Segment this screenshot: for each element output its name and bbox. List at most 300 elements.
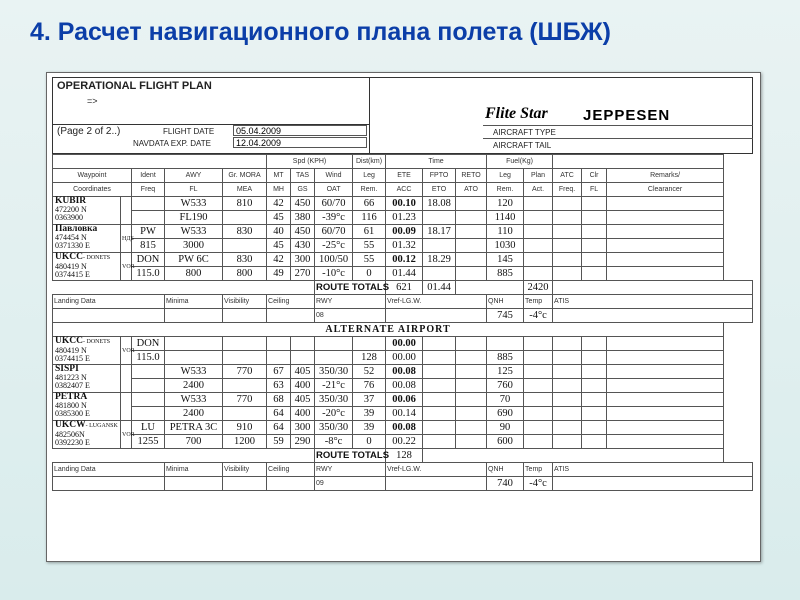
total-time: 01.44: [423, 281, 456, 295]
leg-fuel: 110: [487, 225, 524, 239]
cell: [553, 477, 753, 491]
fl: [165, 351, 223, 365]
tas: [291, 337, 315, 351]
ident: DON: [132, 337, 165, 351]
ato: [456, 435, 487, 449]
waypoint-name: PETRA: [55, 392, 88, 402]
mt: 67: [267, 365, 291, 379]
atc-freq: [553, 211, 582, 225]
column-header: MH: [267, 183, 291, 197]
cell: [53, 155, 267, 169]
plan-act: [524, 337, 553, 351]
acc: 01.44: [386, 267, 423, 281]
leg-dist: 55: [353, 253, 386, 267]
temp-label: Temp: [524, 463, 553, 477]
atis-label: ATIS: [553, 463, 753, 477]
jeppesen-logo: JEPPESEN: [583, 107, 671, 124]
clr-fl: [582, 365, 607, 379]
leg-fuel: 90: [487, 421, 524, 435]
waypoint-name: UKCW: [55, 420, 86, 430]
navaid-type: [121, 197, 132, 225]
alternate-row-a: [53, 337, 753, 351]
ident: DON: [132, 253, 165, 267]
column-header: AWY: [165, 169, 223, 183]
eto: [423, 379, 456, 393]
mora: 770: [223, 393, 267, 407]
landing-1-header: [53, 295, 753, 309]
ident: [132, 365, 165, 379]
cell: [165, 309, 223, 323]
landing-1-values: [53, 309, 753, 323]
atc-freq: [553, 393, 582, 407]
waypoint-cell: [53, 337, 121, 365]
mh: 49: [267, 267, 291, 281]
spd-group-label: Spd (KPH): [267, 155, 353, 169]
remarks: [607, 407, 724, 421]
remarks: [607, 435, 724, 449]
mh: 59: [267, 435, 291, 449]
ete: 00.06: [386, 393, 423, 407]
fuel-rem: 885: [487, 351, 524, 365]
qnh-value: 745: [487, 309, 524, 323]
gs: [291, 351, 315, 365]
rwy-label: RWY: [315, 295, 386, 309]
eto: [423, 435, 456, 449]
dist-rem: 0: [353, 435, 386, 449]
reto: [456, 337, 487, 351]
reto: [456, 225, 487, 239]
navaid-type: VOR: [121, 253, 132, 281]
cell: [267, 477, 315, 491]
mt: 64: [267, 421, 291, 435]
ato: [456, 379, 487, 393]
ident: PW: [132, 225, 165, 239]
fpto: 18.29: [423, 253, 456, 267]
atc-freq: [553, 407, 582, 421]
ident: [132, 197, 165, 211]
wind: 60/70: [315, 225, 353, 239]
mh: 64: [267, 407, 291, 421]
column-header: Rem.: [487, 183, 524, 197]
oat: -21°c: [315, 379, 353, 393]
cell: [223, 477, 267, 491]
clr-fl: [582, 435, 607, 449]
ident: [132, 393, 165, 407]
remarks: [607, 211, 724, 225]
mt: 42: [267, 197, 291, 211]
remarks: [607, 365, 724, 379]
route-row-a: [53, 197, 753, 211]
plan-act: [524, 239, 553, 253]
waypoint-lat: 481800 N: [55, 400, 87, 410]
column-header: Remarks/: [607, 169, 724, 183]
column-header: Freq: [132, 183, 165, 197]
mh: 45: [267, 211, 291, 225]
column-header: Gr. MORA: [223, 169, 267, 183]
navaid-type: VOR: [121, 421, 132, 449]
waypoint-lat: 480419 N: [55, 345, 87, 355]
route-totals-label: ROUTE TOTALS: [316, 281, 390, 293]
column-group-row: [53, 155, 753, 169]
oat: -8°c: [315, 435, 353, 449]
oat: -25°c: [315, 239, 353, 253]
header-arrow: =>: [87, 96, 98, 106]
wind: 100/50: [315, 253, 353, 267]
tas: 450: [291, 225, 315, 239]
atc-freq: [553, 421, 582, 435]
freq: [132, 379, 165, 393]
mh: 63: [267, 379, 291, 393]
awy: PETRA 3C: [165, 421, 223, 435]
freq: 115.0: [132, 351, 165, 365]
oat: -39°c: [315, 211, 353, 225]
slide-title: 4. Расчет навигационного плана полета (ШБЖ): [30, 18, 611, 46]
qnh-value: 740: [487, 477, 524, 491]
column-header: Plan: [524, 169, 553, 183]
fl: 2400: [165, 407, 223, 421]
alt-total-dist: 128: [386, 449, 423, 463]
visibility-label: Visibility: [223, 295, 267, 309]
column-header: Waypoint: [53, 169, 132, 183]
clr-fl: [582, 239, 607, 253]
leg-dist: 61: [353, 225, 386, 239]
eto: [423, 267, 456, 281]
waypoint-name: UKCC: [55, 252, 83, 262]
freq: 815: [132, 239, 165, 253]
alternate-row-b: [53, 435, 753, 449]
alternate-row-b: [53, 379, 753, 393]
form-title: OPERATIONAL FLIGHT PLAN: [57, 80, 212, 92]
leg-fuel: 120: [487, 197, 524, 211]
clr-fl: [582, 351, 607, 365]
atc-freq: [553, 379, 582, 393]
ceiling-label: Ceiling: [267, 295, 315, 309]
cell: [53, 309, 165, 323]
column-header: ETE: [386, 169, 423, 183]
ceiling-label: Ceiling: [267, 463, 315, 477]
route-totals-row: [53, 281, 753, 295]
eto: [423, 407, 456, 421]
ete: 00.08: [386, 421, 423, 435]
remarks: [607, 225, 724, 239]
mea: 1200: [223, 435, 267, 449]
clr-fl: [582, 421, 607, 435]
fuel-rem: 885: [487, 267, 524, 281]
cell: [423, 449, 724, 463]
waypoint-lat: 482506N: [55, 429, 85, 439]
remarks: [607, 393, 724, 407]
waypoint-lon: 0392230 E: [55, 438, 90, 447]
temp-label: Temp: [524, 295, 553, 309]
wind: 350/30: [315, 365, 353, 379]
column-header: Freq.: [553, 183, 582, 197]
acc: 01.32: [386, 239, 423, 253]
column-header: Act.: [524, 183, 553, 197]
temp-value: -4°c: [524, 309, 553, 323]
column-header: Ident: [132, 169, 165, 183]
leg-dist: 66: [353, 197, 386, 211]
waypoint-suffix: - DONETS: [82, 339, 111, 345]
cell: [53, 449, 315, 463]
tas: 450: [291, 197, 315, 211]
atc-freq: [553, 197, 582, 211]
waypoint-lon: 0382407 E: [55, 381, 90, 390]
waypoint-lat: 481223 N: [55, 372, 87, 382]
column-header: ETO: [423, 183, 456, 197]
navaid-type: [121, 393, 132, 421]
fpto: [423, 421, 456, 435]
acc: 00.14: [386, 407, 423, 421]
clr-fl: [582, 197, 607, 211]
page-indicator: (Page 2 of 2..): [57, 126, 121, 137]
rwy-value: 09: [315, 477, 386, 491]
cell: [53, 477, 165, 491]
alternate-row-b: [53, 351, 753, 365]
waypoint-lat: 472200 N: [55, 204, 87, 214]
leg-fuel: 145: [487, 253, 524, 267]
atc-freq: [553, 365, 582, 379]
fl: 700: [165, 435, 223, 449]
ato: [456, 407, 487, 421]
reto: [456, 253, 487, 267]
eto: [423, 239, 456, 253]
cell: [165, 477, 223, 491]
column-header: FL: [582, 183, 607, 197]
acc: 01.23: [386, 211, 423, 225]
route-row-a: [53, 225, 753, 239]
remarks: [607, 379, 724, 393]
visibility-label: Visibility: [223, 463, 267, 477]
clr-fl: [582, 407, 607, 421]
fl: FL190: [165, 211, 223, 225]
ato: [456, 351, 487, 365]
alternate-row-a: [53, 393, 753, 407]
cell: [456, 281, 524, 295]
rwy-value: 08: [315, 309, 386, 323]
ete: 00.09: [386, 225, 423, 239]
aircraft-tail-label: AIRCRAFT TAIL: [493, 141, 552, 150]
oat: [315, 351, 353, 365]
clr-fl: [582, 267, 607, 281]
qnh-label: QNH: [487, 463, 524, 477]
route-row-b: [53, 239, 753, 253]
leg-dist: [353, 337, 386, 351]
atc-freq: [553, 225, 582, 239]
waypoint-name: KUBIR: [55, 196, 87, 206]
waypoint-lat: 474454 N: [55, 232, 87, 242]
acc: 00.08: [386, 379, 423, 393]
column-header: ATC: [553, 169, 582, 183]
fl: 2400: [165, 379, 223, 393]
clr-fl: [582, 393, 607, 407]
rwy-label: RWY: [315, 463, 386, 477]
gs: 430: [291, 239, 315, 253]
leg-fuel: [487, 337, 524, 351]
cell: [223, 309, 267, 323]
alt-totals-label: ROUTE TOTALS: [316, 449, 390, 461]
mt: 42: [267, 253, 291, 267]
cell: [53, 281, 315, 295]
column-header-row: [53, 183, 753, 197]
waypoint-cell: [53, 197, 121, 225]
vref-label: Vref-LG.W.: [386, 295, 487, 309]
total-fuel: 2420: [524, 281, 553, 295]
waypoint-name: Павловка: [55, 224, 98, 234]
navaid-type: VOR: [121, 337, 132, 365]
waypoint-suffix: - LUGANSK: [85, 423, 118, 429]
mt: [267, 337, 291, 351]
awy: W533: [165, 225, 223, 239]
gs: 400: [291, 407, 315, 421]
fuel-rem: 760: [487, 379, 524, 393]
mh: 45: [267, 239, 291, 253]
fpto: [423, 393, 456, 407]
alternate-row-b: [53, 407, 753, 421]
navdata-label: NAVDATA EXP. DATE: [133, 139, 211, 148]
plan-act: [524, 197, 553, 211]
awy: PW 6C: [165, 253, 223, 267]
dist-rem: 128: [353, 351, 386, 365]
atc-freq: [553, 337, 582, 351]
tas: 300: [291, 421, 315, 435]
clr-fl: [582, 225, 607, 239]
column-header-row: [53, 169, 753, 183]
remarks: [607, 197, 724, 211]
leg-fuel: 70: [487, 393, 524, 407]
atis-label: ATIS: [553, 295, 753, 309]
clr-fl: [582, 337, 607, 351]
column-header: Wind: [315, 169, 353, 183]
alternate-title-row: [53, 323, 753, 337]
column-header: MEA: [223, 183, 267, 197]
plan-act: [524, 365, 553, 379]
plan-act: [524, 267, 553, 281]
waypoint-cell: [53, 393, 121, 421]
leg-dist: 39: [353, 421, 386, 435]
atc-freq: [553, 239, 582, 253]
remarks: [607, 337, 724, 351]
mora: 830: [223, 253, 267, 267]
tas: 300: [291, 253, 315, 267]
dist-rem: 116: [353, 211, 386, 225]
gs: 400: [291, 379, 315, 393]
clr-fl: [582, 379, 607, 393]
waypoint-name: SISPI: [55, 364, 79, 374]
remarks: [607, 351, 724, 365]
total-dist: 621: [386, 281, 423, 295]
flight-plan-document: [46, 72, 761, 562]
clr-fl: [582, 253, 607, 267]
mea: [223, 211, 267, 225]
remarks: [607, 239, 724, 253]
flitestar-logo: Flite Star: [485, 105, 548, 122]
acc: 00.00: [386, 351, 423, 365]
mora: [223, 337, 267, 351]
waypoint-name: UKCC: [55, 336, 83, 346]
ato: [456, 239, 487, 253]
cell: [386, 477, 487, 491]
column-header: Leg: [353, 169, 386, 183]
gs: 290: [291, 435, 315, 449]
waypoint-cell: [53, 421, 121, 449]
freq: 115.0: [132, 267, 165, 281]
fl: 3000: [165, 239, 223, 253]
cell: [267, 309, 315, 323]
fuel-rem: 1030: [487, 239, 524, 253]
column-header: Coordinates: [53, 183, 132, 197]
plan-header: [52, 77, 753, 154]
ident: LU: [132, 421, 165, 435]
mora: 810: [223, 197, 267, 211]
column-header: Clearancer: [607, 183, 724, 197]
landing-data-label: Landing Data: [53, 295, 165, 309]
flight-date-label: FLIGHT DATE: [163, 127, 215, 136]
column-header: ATO: [456, 183, 487, 197]
dist-rem: 39: [353, 407, 386, 421]
mea: [223, 239, 267, 253]
alternate-row-a: [53, 365, 753, 379]
awy: W533: [165, 365, 223, 379]
plan-act: [524, 421, 553, 435]
awy: [165, 337, 223, 351]
plan-act: [524, 225, 553, 239]
dist-rem: 76: [353, 379, 386, 393]
route-row-b: [53, 211, 753, 225]
mt: 40: [267, 225, 291, 239]
tas: 405: [291, 393, 315, 407]
temp-value: -4°c: [524, 477, 553, 491]
minima-label: Minima: [165, 295, 223, 309]
landing-2-header: [53, 463, 753, 477]
reto: [456, 421, 487, 435]
column-header: TAS: [291, 169, 315, 183]
mora: 910: [223, 421, 267, 435]
ato: [456, 267, 487, 281]
fuel-rem: 1140: [487, 211, 524, 225]
plan-act: [524, 211, 553, 225]
column-header: RETO: [456, 169, 487, 183]
mt: 68: [267, 393, 291, 407]
minima-label: Minima: [165, 463, 223, 477]
column-header: MT: [267, 169, 291, 183]
ete: 00.08: [386, 365, 423, 379]
wind: 350/30: [315, 421, 353, 435]
ete: 00.00: [386, 337, 423, 351]
wind: 350/30: [315, 393, 353, 407]
acc: 00.22: [386, 435, 423, 449]
tas: 405: [291, 365, 315, 379]
plan-act: [524, 407, 553, 421]
dist-rem: 55: [353, 239, 386, 253]
cell: [553, 281, 753, 295]
waypoint-lon: 0374415 E: [55, 354, 90, 363]
waypoint-suffix: - DONETS: [82, 255, 111, 261]
mea: 800: [223, 267, 267, 281]
freq: [132, 211, 165, 225]
fpto: 18.08: [423, 197, 456, 211]
column-header: Leg: [487, 169, 524, 183]
plan-act: [524, 435, 553, 449]
waypoint-cell: [53, 225, 121, 253]
atc-freq: [553, 253, 582, 267]
wind: 60/70: [315, 197, 353, 211]
fuel-group-label: Fuel(Kg): [487, 155, 553, 169]
navaid-type: НДБ: [121, 225, 132, 253]
column-header: OAT: [315, 183, 353, 197]
column-header: FL: [165, 183, 223, 197]
alternate-totals-row: [53, 449, 753, 463]
qnh-label: QNH: [487, 295, 524, 309]
